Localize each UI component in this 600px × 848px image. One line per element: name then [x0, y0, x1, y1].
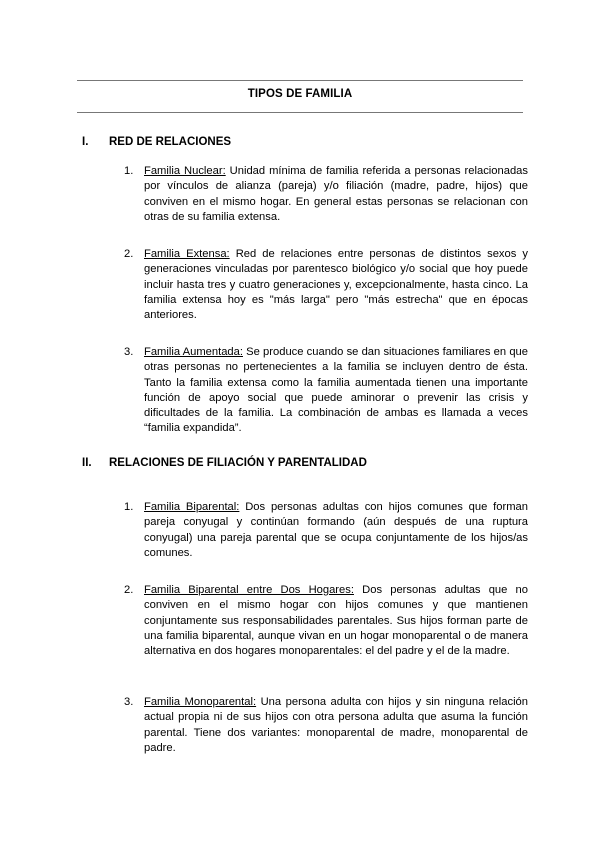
- section-number: I.: [82, 136, 89, 148]
- item-term: Familia Aumentada:: [144, 346, 243, 358]
- item-number: 3.: [124, 346, 134, 358]
- title-bottom-rule: [77, 112, 523, 113]
- item-text: Unidad mínima de familia referida a personas relacionadas por vínculos de alianza (pareja) y/o filiación (madre, padre, hijos) que conviven en el mismo hogar. En general estas personas se relacionan con otras de su familia extensa.: [144, 165, 528, 223]
- item-term: Familia Extensa:: [144, 248, 230, 260]
- item-number: 1.: [124, 165, 134, 177]
- item-term: Familia Nuclear:: [144, 165, 226, 177]
- item-text: Dos personas adultas que no conviven en el mismo hogar con hijos comunes y que mantienen conjuntamente sus responsabilidades parentales. Sus hijos forman parte de una familia biparental, aunque vivan en un hogar monoparental o de manera alternativa en dos hogares monoparentales: el del padre y el de la madre.: [144, 584, 528, 658]
- section-heading: [82, 457, 367, 469]
- item-term: Familia Biparental entre Dos Hogares:: [144, 584, 354, 596]
- item-text: Dos personas adultas con hijos comunes que forman pareja conyugal y continúan formando (aún después de una ruptura conyugal) una pareja parental que se ocupa conjuntamente de los hijos/as comunes.: [144, 501, 528, 559]
- section-number: II.: [82, 457, 92, 469]
- item-text: Una persona adulta con hijos y sin ninguna relación actual propia ni de sus hijos con otra persona adulta que asuma la función parental. Tiene dos variantes: monoparental de madre, monoparental de padre.: [144, 696, 528, 754]
- list-item: [124, 695, 528, 756]
- item-number: 1.: [124, 501, 134, 513]
- list-item: [124, 500, 528, 561]
- item-term: Familia Monoparental:: [144, 696, 257, 708]
- list-item: [124, 164, 528, 225]
- item-term: Familia Biparental:: [144, 501, 240, 513]
- item-text: Red de relaciones entre personas de distintos sexos y generaciones vinculadas por parentesco biológico y/o social que hoy puede incluir hasta tres y cuatro generaciones y, excepcionalmente, hasta cinco. La familia extensa hoy es "más larga" pero "más estrecha" que en épocas anteriores.: [144, 248, 528, 322]
- item-number: 3.: [124, 696, 134, 708]
- list-item: [124, 345, 528, 437]
- section-title: RED DE RELACIONES: [109, 136, 232, 148]
- section-title: RELACIONES DE FILIACIÓN Y PARENTALIDAD: [109, 457, 367, 469]
- item-text: Se produce cuando se dan situaciones familiares en que otras personas no pertenecientes a la familia se incluyen dentro de ésta. Tanto la familia extensa como la familia aumentada tienen una importante función de apoyo social que puede aminorar o prevenir las crisis y dificultades de la familia. La combinación de ambas es llamada a veces “familia expandida”.: [144, 346, 528, 435]
- item-number: 2.: [124, 248, 134, 260]
- section-heading: [82, 136, 231, 148]
- list-item: [124, 247, 528, 323]
- top-rule: [77, 80, 523, 81]
- list-item: [124, 583, 528, 659]
- item-number: 2.: [124, 584, 134, 596]
- document-title: TIPOS DE FAMILIA: [247, 88, 353, 100]
